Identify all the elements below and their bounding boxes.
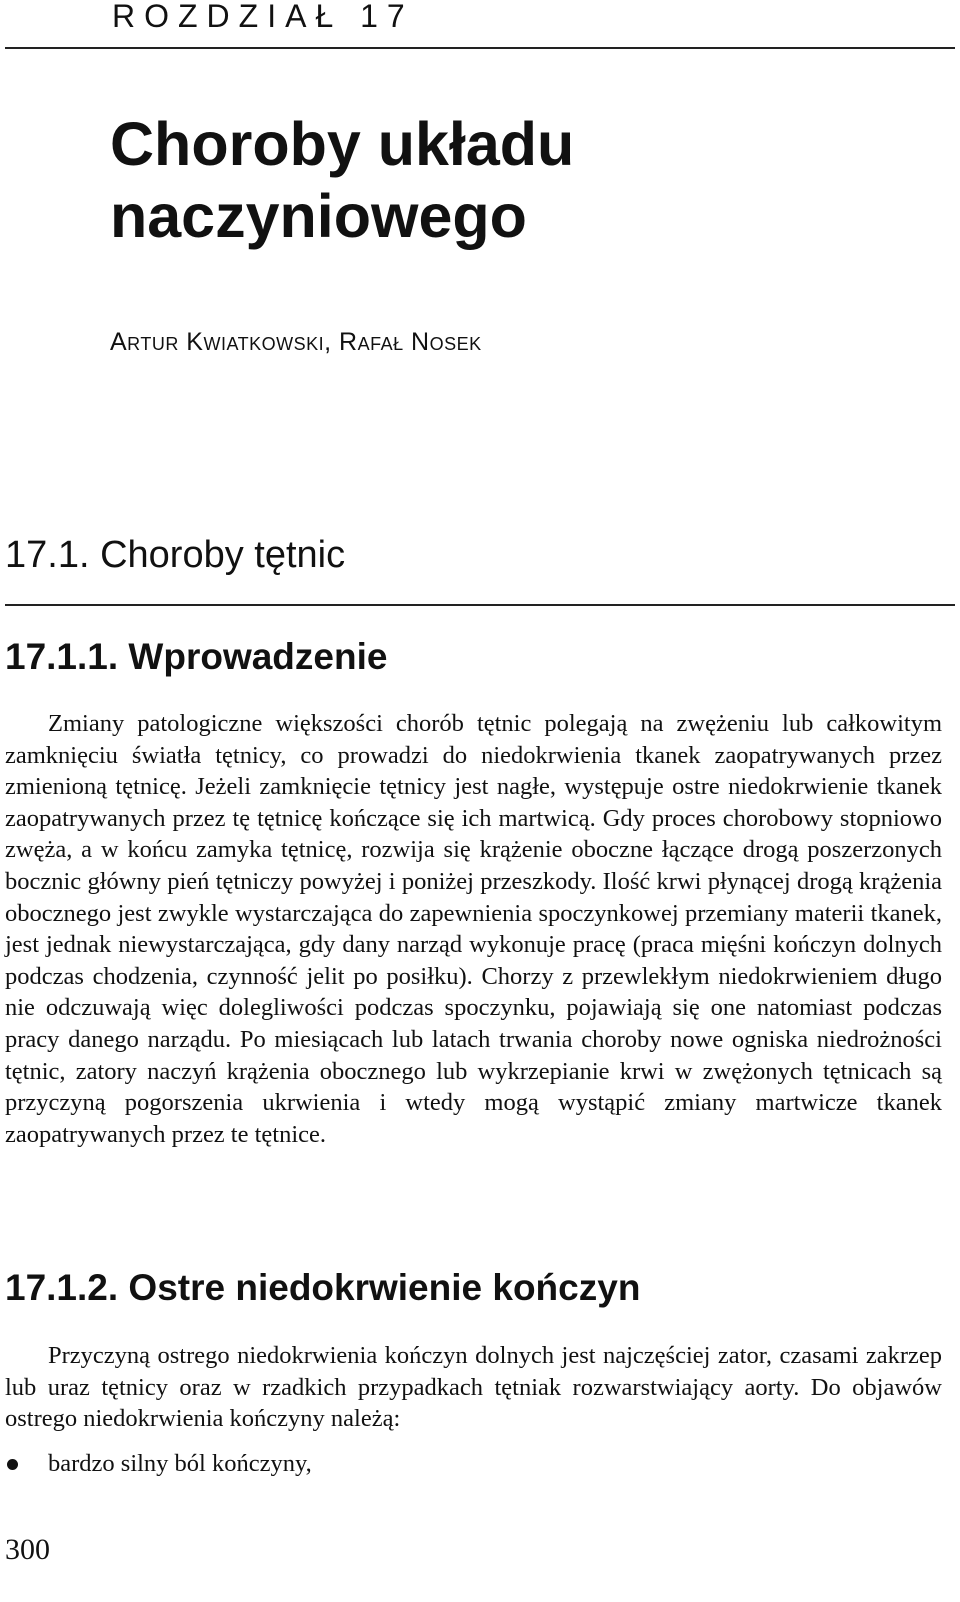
chapter-authors: Artur Kwiatkowski, Rafał Nosek	[110, 328, 482, 356]
chapter-title	[110, 108, 574, 252]
page-number: 300	[5, 1533, 50, 1566]
chapter-title-line-1: Choroby układu	[110, 110, 575, 178]
subsection-heading-acute-ischemia: 17.1.2. Ostre niedokrwienie kończyn	[5, 1267, 641, 1308]
chapter-rule	[5, 47, 955, 49]
section-heading: 17.1. Choroby tętnic	[5, 534, 346, 576]
list-item	[5, 1448, 312, 1480]
section-rule	[5, 604, 955, 606]
acute-ischemia-paragraph: Przyczyną ostrego niedokrwienia kończyn dolnych jest najczęściej zator, czasami zakrzep lub uraz tętnicy oraz w rzadkich przypadkach tętniak rozwarstwiający aorty. Do objawów ostrego niedokrwienia kończyny należą:	[5, 1342, 942, 1433]
chapter-title-line-2: naczyniowego	[110, 182, 527, 250]
symptom-list	[5, 1448, 312, 1480]
list-item-text: bardzo silny ból kończyny,	[48, 1450, 312, 1477]
introduction-paragraph: Zmiany patologiczne większości chorób tętnic polegają na zwężeniu lub całkowitym zamknięciu światła tętnicy, co prowadzi do niedokrwienia tkanek zaopatrywanych przez zmienioną tętnicę. Jeżeli zamknięcie tętnicy jest nagłe, występuje ostre niedokrwienie tkanek zaopatrywanych przez tę tętnicę kończące się ich martwicą. Gdy proces chorobowy stopniowo zwęża, a w końcu zamyka tętnicę, rozwija się krążenie oboczne łączące drogą poszerzonych bocznic główny pień tętniczy powyżej i poniżej przeszkody. Ilość krwi płynącej drogą krążenia obocznego jest zwykle wystarczająca do zapewnienia spoczynkowej przemiany materii tkanek, jest jednak niewystarczająca, gdy dany narząd wykonuje pracę (praca mięśni kończyn dolnych podczas chodzenia, czynność jelit po posiłku). Chorzy z przewlekłym niedokrwieniem długo nie odczuwają więc dolegliwości podczas spoczynku, pojawiają się one natomiast podczas pracy danego narządu. Po miesiącach lub latach trwania choroby nowe ogniska niedrożności tętnic, zatory naczyń krążenia obocznego lub wykrzepianie krwi w zwężonych tętnicach są przyczyną pogorszenia ukrwienia i wtedy mogą wystąpić zmiany martwicze tkanek zaopatrywanych przez te tętnice.	[5, 710, 942, 1148]
bullet-icon	[7, 1459, 18, 1470]
subsection-heading-introduction: 17.1.1. Wprowadzenie	[5, 636, 388, 677]
chapter-label: ROZDZIAŁ 17	[112, 0, 414, 34]
